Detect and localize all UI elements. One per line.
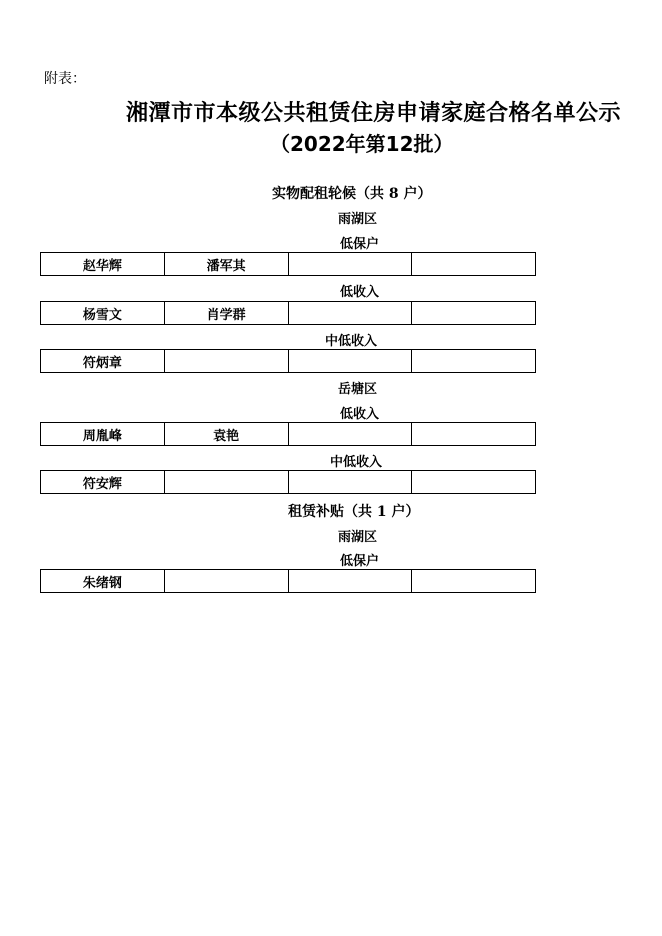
name-cell [289, 302, 413, 324]
name-cell [289, 423, 413, 445]
name-cell [412, 471, 535, 493]
name-cell: 袁艳 [165, 423, 289, 445]
category-label: 中低收入 [330, 455, 383, 470]
category-label: 低保户 [340, 237, 380, 252]
name-cell: 朱绪钢 [41, 570, 165, 592]
district-label: 雨湖区 [338, 530, 378, 545]
name-cell [412, 350, 535, 372]
name-cell: 杨雪文 [41, 302, 165, 324]
name-cell [165, 570, 289, 592]
category-label: 低收入 [340, 285, 380, 300]
table-row [40, 569, 536, 593]
table-row [40, 422, 536, 446]
name-cell [289, 253, 413, 275]
name-cell [289, 471, 413, 493]
section-heading-rent-subsidy: 租赁补贴（共 1 户） [288, 504, 420, 520]
name-cell: 赵华辉 [41, 253, 165, 275]
name-cell [165, 471, 289, 493]
district-label: 雨湖区 [338, 212, 378, 227]
name-cell [412, 423, 535, 445]
name-cell [412, 253, 535, 275]
table-row [40, 349, 536, 373]
category-label: 中低收入 [325, 334, 378, 349]
district-label: 岳塘区 [338, 382, 378, 397]
name-cell [412, 570, 535, 592]
name-cell [165, 350, 289, 372]
category-label: 低收入 [340, 407, 380, 422]
name-cell: 潘军其 [165, 253, 289, 275]
category-label: 低保户 [340, 554, 380, 569]
section-heading-physical-rental: 实物配租轮候（共 8 户） [272, 186, 432, 202]
name-cell: 符炳章 [41, 350, 165, 372]
table-row [40, 252, 536, 276]
table-row [40, 301, 536, 325]
name-cell [289, 570, 413, 592]
table-row [40, 470, 536, 494]
attachment-prefix: 附表： [44, 71, 86, 87]
title-clip [0, 96, 622, 130]
name-cell [412, 302, 535, 324]
name-cell: 符安辉 [41, 471, 165, 493]
name-cell: 周胤峰 [41, 423, 165, 445]
page-title: 湘潭市市本级公共租赁住房申请家庭合格名单公示 [126, 101, 622, 126]
name-cell [289, 350, 413, 372]
batch-subtitle: （2022年第12批） [270, 132, 454, 156]
name-cell: 肖学群 [165, 302, 289, 324]
